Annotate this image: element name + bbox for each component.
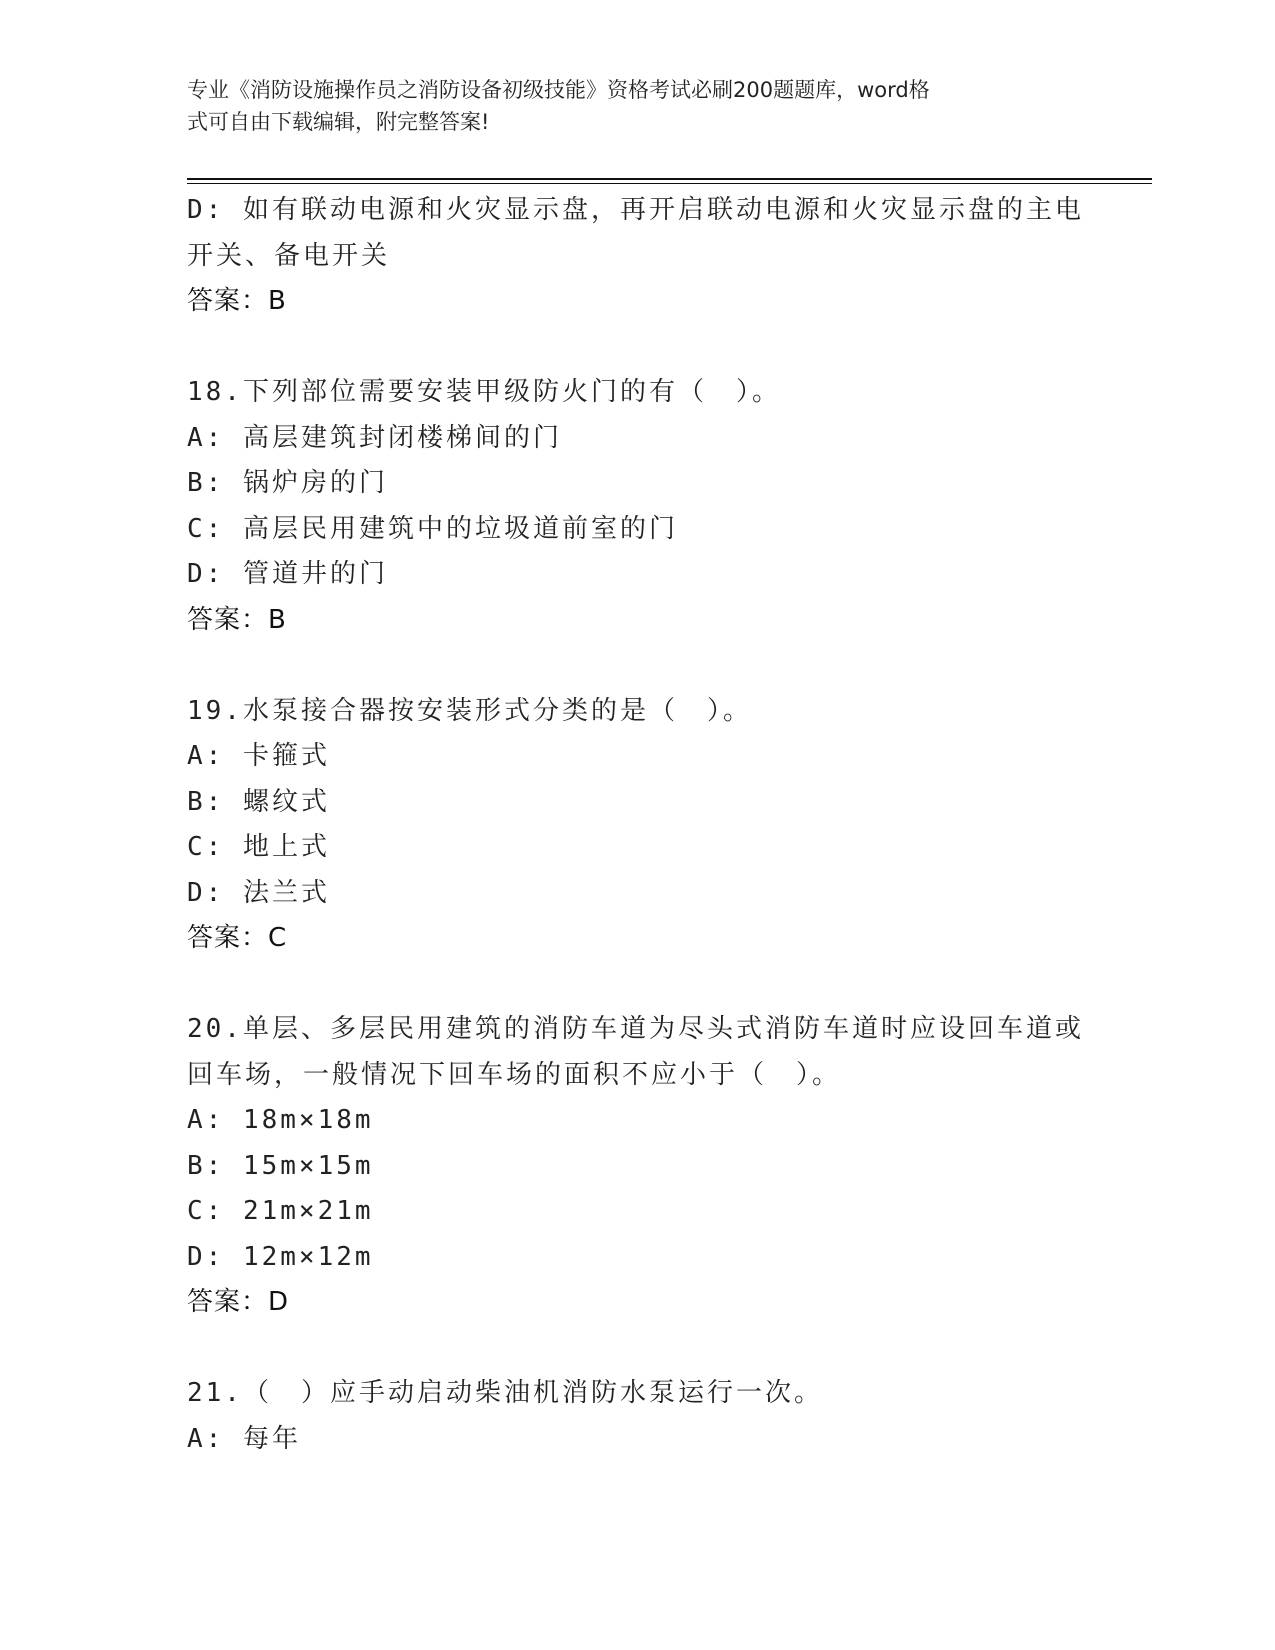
answer-label: 答案：D [187,1287,290,1317]
option-b: B: 螺纹式 [187,786,330,817]
option-d: D: 管道井的门 [187,559,388,589]
question-text: 19.水泵接合器按安装形式分类的是（ ）。 [187,695,752,726]
option-d: D: 法兰式 [187,877,330,908]
question-block-17-fragment [187,188,1087,325]
spacer [187,1326,1087,1372]
document-header [187,74,1087,138]
option-b: B: 锅炉房的门 [187,468,388,498]
spacer [187,643,1087,689]
header-rule-thin [187,183,1152,184]
option-a: A: 卡箍式 [187,741,330,771]
option-a: A: 每年 [187,1423,301,1454]
question-block-18 [187,370,1087,643]
spacer [187,325,1087,371]
answer-label: 答案：B [187,286,287,316]
question-text: 21.（ ）应手动启动柴油机消防水泵运行一次。 [187,1378,823,1408]
question-text: 18.下列部位需要安装甲级防火门的有（ ）。 [187,377,781,407]
option-d-line-1: D: 如有联动电源和火灾显示盘，再开启联动电源和火灾显示盘的主电 [187,195,1084,225]
option-c: C: 高层民用建筑中的垃圾道前室的门 [187,513,678,544]
option-d-line-2: 开关、备电开关 [187,240,391,271]
question-block-21 [187,1371,1087,1462]
header-line-2: 式可自由下载编辑，附完整答案! [187,110,490,134]
header-rule-thick [187,178,1152,180]
option-c: C: 地上式 [187,832,330,862]
option-c: C: 21m×21m [187,1196,374,1226]
option-d: D: 12m×12m [187,1241,374,1272]
spacer [187,962,1087,1008]
option-a: A: 高层建筑封闭楼梯间的门 [187,422,562,453]
question-list [187,188,1087,1462]
option-b: B: 15m×15m [187,1150,374,1181]
question-text-line-2: 回车场，一般情况下回车场的面积不应小于（ ）。 [187,1059,842,1090]
question-text-line-1: 20.单层、多层民用建筑的消防车道为尽头式消防车道时应设回车道或 [187,1014,1084,1044]
question-block-20 [187,1007,1087,1326]
answer-label: 答案：C [187,923,288,953]
answer-label: 答案：B [187,604,287,635]
option-a: A: 18m×18m [187,1105,374,1135]
question-block-19 [187,689,1087,962]
header-line-1: 专业《消防设施操作员之消防设备初级技能》资格考试必刷200题题库，word格 [187,78,930,102]
